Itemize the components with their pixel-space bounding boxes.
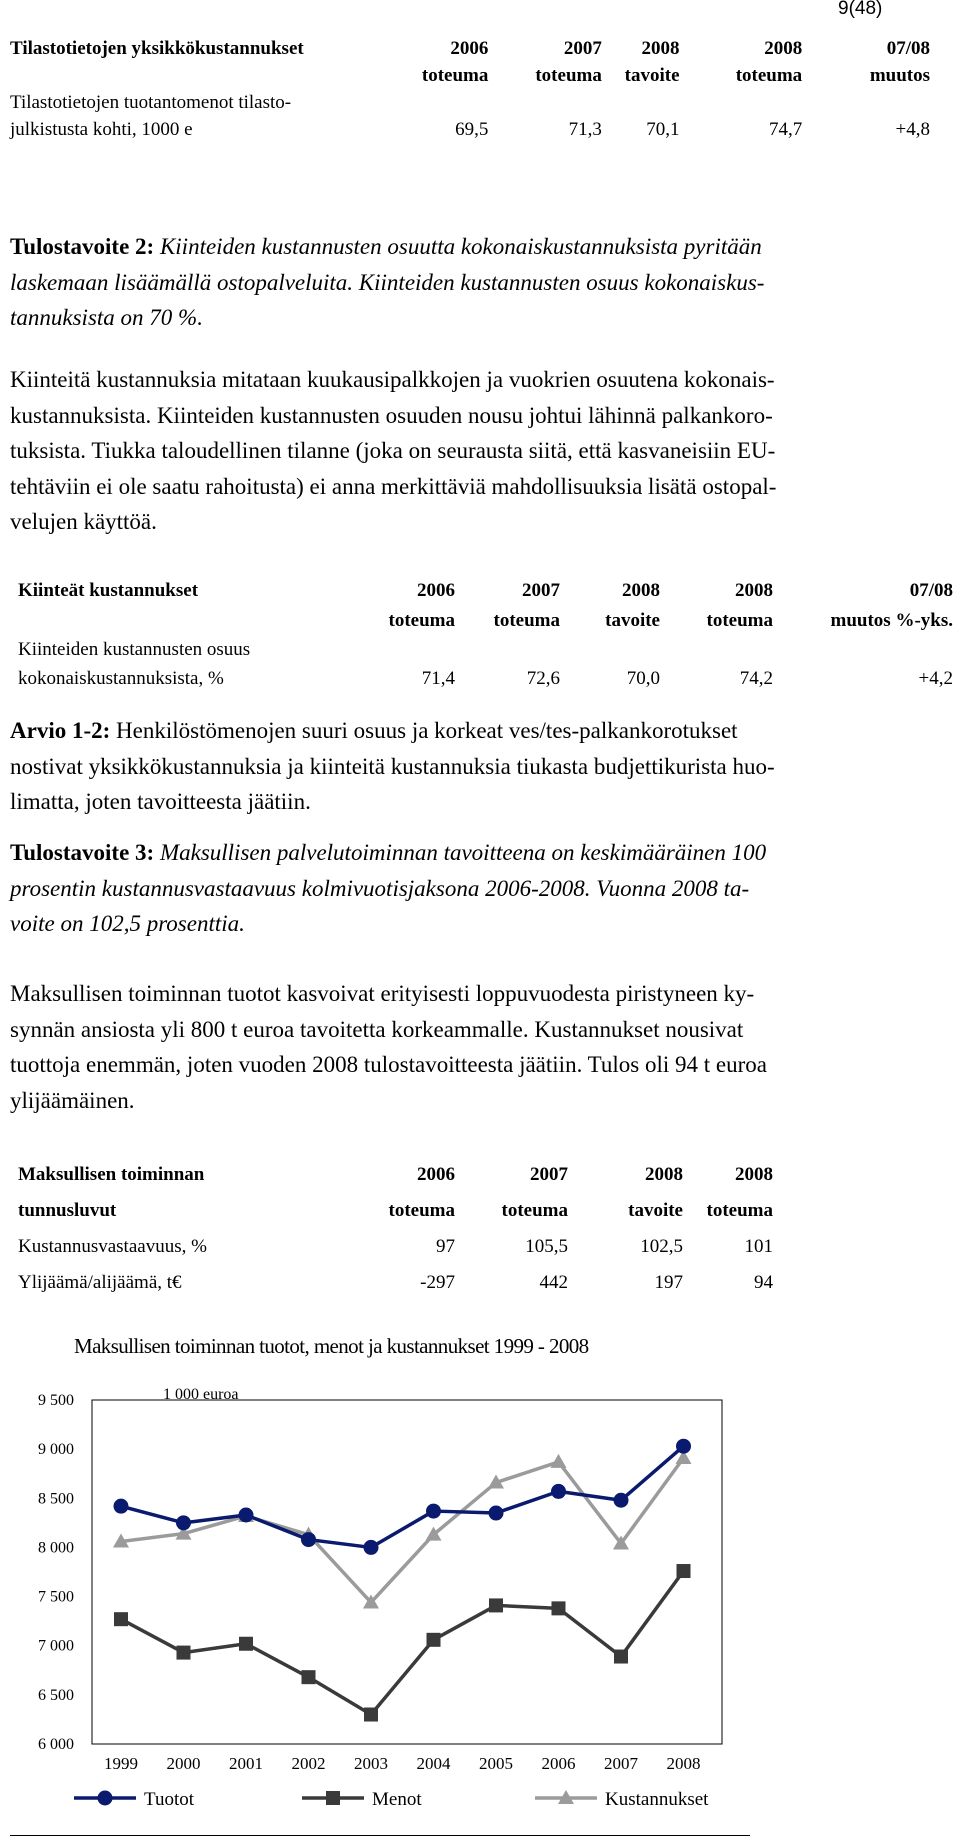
table-row	[18, 1236, 773, 1272]
col-year: 2007	[563, 38, 602, 59]
cell-value: 69,5	[455, 119, 489, 140]
assessment-prefix: Arvio 1-2:	[10, 718, 111, 743]
series-line-tuotot	[121, 1446, 684, 1547]
fixed-costs-paragraph	[10, 362, 955, 540]
cell-value: 74,2	[739, 668, 773, 689]
data-point-menot	[364, 1708, 378, 1722]
revenue-paragraph	[10, 976, 955, 1118]
data-point-tuotot	[551, 1484, 566, 1499]
col-year: 2007	[530, 1164, 568, 1185]
row-label: julkistusta kohti, 1000 e	[10, 119, 193, 140]
data-point-menot	[302, 1670, 316, 1684]
col-sub: toteuma	[735, 65, 803, 86]
chart-unit-label: 1 000 euroa	[163, 1386, 239, 1403]
cell-value: 101	[744, 1236, 773, 1257]
y-tick-label: 8 000	[38, 1539, 74, 1557]
data-point-menot	[427, 1633, 441, 1647]
cell-value: 71,4	[421, 668, 455, 689]
x-tick-label: 2001	[229, 1754, 263, 1773]
cell-value: 442	[539, 1272, 568, 1293]
col-sub: toteuma	[501, 1200, 568, 1221]
col-sub: toteuma	[535, 65, 602, 86]
col-year: 2006	[417, 1164, 455, 1185]
text-line: Kiinteitä kustannuksia mitataan kuukausipalkkojen ja vuokrien osuutena kokonais-	[10, 367, 775, 392]
col-year: 2008	[622, 580, 660, 601]
footer-divider	[10, 1835, 750, 1836]
legend-label: Tuotot	[144, 1789, 194, 1810]
text-line: tuottoja enemmän, joten vuoden 2008 tulostavoitteesta jäätiin. Tulos oli 94 t euroa	[10, 1052, 767, 1077]
x-tick-label: 2004	[416, 1754, 451, 1773]
data-point-tuotot	[239, 1507, 254, 1522]
col-sub: tavoite	[628, 1200, 683, 1221]
data-point-tuotot	[426, 1504, 441, 1519]
data-point-menot	[677, 1564, 691, 1578]
data-point-menot	[489, 1598, 503, 1612]
text-line: synnän ansiosta yli 800 t euroa tavoitetta korkeammalle. Kustannukset nousivat	[10, 1016, 744, 1042]
x-tick-label: 1999	[104, 1754, 138, 1773]
y-tick-label: 9 500	[38, 1392, 74, 1409]
col-sub: tavoite	[624, 65, 680, 86]
goal-prefix: Tulostavoite 3:	[10, 840, 155, 865]
row-label: Kiinteiden kustannusten osuus	[18, 639, 251, 660]
col-sub: tavoite	[605, 610, 660, 631]
fixed-costs-table	[18, 580, 953, 697]
data-point-menot	[177, 1646, 191, 1660]
col-year: 2007	[522, 580, 560, 601]
cell-value: 70,0	[626, 668, 660, 689]
table-title: tunnusluvut	[18, 1200, 117, 1221]
goal-text: prosentin kustannusvastaavuus kolmivuotisjaksona 2006-2008. Vuonna 2008 ta-	[10, 875, 750, 901]
row-label: Ylijäämä/alijäämä, t€	[18, 1272, 182, 1293]
data-point-tuotot	[676, 1439, 691, 1454]
plot-area	[92, 1400, 722, 1744]
text-line: ylijäämäinen.	[10, 1087, 135, 1113]
row-label: Tilastotietojen tuotantomenot tilasto-	[10, 92, 292, 113]
legend-marker-tuotot	[98, 1791, 113, 1806]
cell-value: 105,5	[525, 1236, 568, 1257]
col-sub: toteuma	[706, 610, 773, 631]
data-point-menot	[239, 1637, 253, 1651]
goal-prefix: Tulostavoite 2:	[10, 234, 155, 259]
y-tick-label: 8 500	[38, 1490, 74, 1508]
x-tick-label: 2007	[604, 1754, 638, 1773]
goal-2-paragraph	[10, 229, 955, 336]
legend-label: Menot	[372, 1789, 422, 1810]
y-tick-label: 9 000	[38, 1441, 74, 1459]
table-title: Kiinteät kustannukset	[18, 580, 199, 601]
col-sub: muutos %-yks.	[830, 610, 953, 631]
chart-title: Maksullisen toiminnan tuotot, menot ja kustannukset 1999 - 2008	[74, 1334, 589, 1358]
line-chart	[0, 1390, 960, 1830]
col-sub: toteuma	[388, 1200, 455, 1221]
data-point-tuotot	[301, 1532, 316, 1547]
goal-text: laskemaan lisäämällä ostopalveluita. Kiinteiden kustannusten osuus kokonaiskus-	[10, 269, 765, 295]
col-year: 2006	[450, 38, 489, 59]
cell-value: 97	[436, 1236, 455, 1257]
data-point-menot	[114, 1612, 128, 1626]
data-point-menot	[552, 1601, 566, 1615]
cell-value: 197	[654, 1272, 683, 1293]
goal-text: Kiinteiden kustannusten osuutta kokonaiskustannuksista pyritään	[159, 234, 762, 259]
data-point-tuotot	[364, 1540, 379, 1555]
data-point-tuotot	[114, 1499, 129, 1514]
cell-value: 102,5	[640, 1236, 683, 1257]
x-tick-label: 2003	[354, 1754, 388, 1773]
col-year: 2008	[641, 38, 680, 59]
x-tick-label: 2005	[479, 1754, 513, 1773]
cell-value: +4,8	[895, 119, 930, 140]
cell-value: -297	[420, 1272, 455, 1293]
x-tick-label: 2006	[541, 1754, 576, 1773]
text-line: velujen käyttöä.	[10, 509, 157, 534]
col-sub: toteuma	[388, 610, 455, 631]
data-point-kustannukset	[551, 1454, 567, 1468]
cell-value: 70,1	[646, 119, 680, 140]
y-tick-label: 6 000	[38, 1736, 74, 1753]
col-sub: toteuma	[493, 610, 560, 631]
page-number: 9(48)	[838, 0, 883, 19]
x-tick-label: 2008	[666, 1754, 701, 1773]
data-point-tuotot	[614, 1493, 629, 1508]
row-label: kokonaiskustannuksista, %	[18, 668, 224, 689]
col-year: 2008	[735, 580, 773, 601]
col-year: 07/08	[886, 38, 930, 59]
cell-value: 94	[754, 1272, 773, 1293]
col-year: 2006	[417, 580, 455, 601]
x-tick-label: 2000	[166, 1754, 201, 1773]
col-year: 2008	[764, 38, 803, 59]
y-tick-label: 7 500	[38, 1588, 74, 1606]
goal-text: Maksullisen palvelutoiminnan tavoitteena on keskimääräinen 100	[159, 840, 767, 865]
col-sub: muutos	[869, 65, 930, 86]
text-line: nostivat yksikkökustannuksia ja kiinteitä kustannuksia tiukasta budjettikurista huo-	[10, 753, 775, 779]
cell-value: 72,6	[526, 668, 560, 689]
text-line: tuksista. Tiukka taloudellinen tilanne (joka on seurausta siitä, että kasvaneisiin EU-	[10, 438, 776, 463]
legend-label: Kustannukset	[605, 1789, 709, 1810]
cell-value: +4,2	[918, 668, 953, 689]
y-tick-label: 6 500	[38, 1686, 74, 1704]
data-point-tuotot	[176, 1515, 191, 1530]
text-line: kustannuksista. Kiinteiden kustannusten osuuden nousu johtui lähinnä palkankoro-	[10, 402, 773, 428]
col-sub: toteuma	[421, 65, 489, 86]
table-row	[18, 1272, 773, 1308]
table-title: Maksullisen toiminnan	[18, 1164, 205, 1185]
series-line-menot	[121, 1571, 684, 1714]
col-year: 2008	[735, 1164, 773, 1185]
cell-value: 71,3	[568, 119, 602, 140]
goal-text: voite on 102,5 prosenttia.	[10, 911, 245, 936]
assessment-paragraph	[10, 713, 955, 820]
x-tick-label: 2002	[291, 1754, 326, 1773]
text-line: Maksullisen toiminnan tuotot kasvoivat erityisesti loppuvuodesta piristyneen ky-	[10, 981, 755, 1006]
col-sub: toteuma	[706, 1200, 773, 1221]
col-year: 07/08	[909, 580, 953, 601]
data-point-tuotot	[489, 1506, 504, 1521]
goal-text: tannuksista on 70 %.	[10, 305, 203, 330]
row-label: Kustannusvastaavuus, %	[18, 1236, 207, 1257]
chargeable-activity-table	[18, 1164, 773, 1308]
text-line: tehtäviin ei ole saatu rahoitusta) ei anna merkittäviä mahdollisuuksia lisätä ostopal-	[10, 473, 777, 499]
cell-value: 74,7	[768, 119, 803, 140]
goal-3-paragraph	[10, 835, 955, 942]
text-line: limatta, joten tavoitteesta jäätiin.	[10, 789, 311, 814]
unit-costs-table	[10, 38, 930, 146]
legend-marker-menot	[326, 1791, 340, 1805]
y-tick-label: 7 000	[38, 1637, 74, 1655]
table-title: Tilastotietojen yksikkökustannukset	[10, 38, 304, 59]
text-line: Henkilöstömenojen suuri osuus ja korkeat ves/tes-palkankorotukset	[116, 718, 738, 743]
col-year: 2008	[645, 1164, 683, 1185]
data-point-menot	[614, 1650, 628, 1664]
